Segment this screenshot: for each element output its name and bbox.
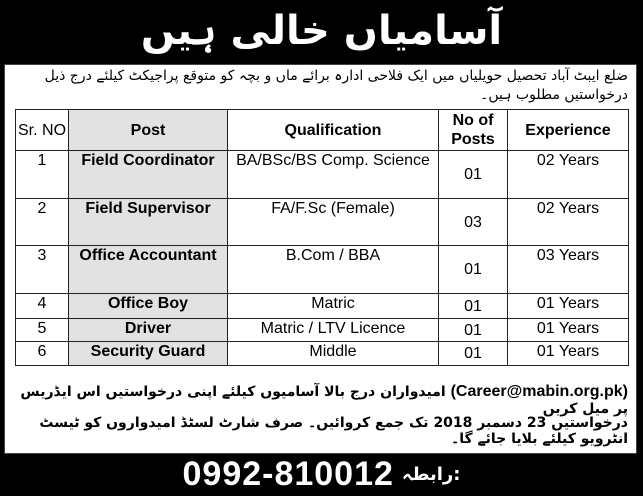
posts-cell: 01 — [439, 246, 508, 294]
table-header — [16, 110, 629, 151]
experience-cell: 03 Years — [508, 246, 629, 294]
posts-cell: 01 — [439, 319, 508, 342]
intro-text: ضلع ایبٹ آباد تحصیل حویلیاں میں ایک فلاحی ادارہ برائے ماں و بچہ کو متوقع پراجیکٹ کیلئے درج ذیل درخواستیں مطلوب ہیں۔ — [44, 68, 628, 103]
header-posts: No of Posts — [439, 110, 508, 151]
post-cell: Office Accountant — [69, 246, 228, 294]
header-experience: Experience — [508, 110, 629, 151]
qualification-cell: B.Com / BBA — [228, 246, 439, 294]
posts-cell: 01 — [439, 342, 508, 366]
sr-cell: 4 — [16, 294, 69, 319]
experience-cell: 02 Years — [508, 199, 629, 246]
post-cell: Driver — [69, 319, 228, 342]
posts-cell: 03 — [439, 199, 508, 246]
header-post: Post — [69, 110, 228, 151]
post-cell: Office Boy — [69, 294, 228, 319]
experience-cell: 01 Years — [508, 294, 629, 319]
contact-label: رابطہ: — [401, 463, 461, 485]
table-row — [16, 199, 629, 246]
qualification-cell: FA/F.Sc (Female) — [228, 199, 439, 246]
contact-bar — [0, 452, 643, 496]
deadline-text: درخواستیں 23 دسمبر 2018 تک جمع کروائیں۔ صرف شارٹ لسٹڈ امیدواروں کو ٹیسٹ انٹرویو کیلئے بلایا جائے گا۔ — [39, 415, 628, 447]
apply-text: امیدواران درج بالا آسامیوں کیلئے اپنی درخواستیں اس ایڈریس پر میل کریں — [20, 384, 628, 417]
email-address[interactable]: (Career@mabin.org.pk) — [450, 383, 628, 400]
post-cell: Field Supervisor — [69, 199, 228, 246]
table-row — [16, 151, 629, 199]
posts-cell: 01 — [439, 294, 508, 319]
table-row — [16, 246, 629, 294]
post-cell: Field Coordinator — [69, 151, 228, 199]
qualification-cell: Middle — [228, 342, 439, 366]
posts-cell: 01 — [439, 151, 508, 199]
qualification-cell: BA/BSc/BS Comp. Science — [228, 151, 439, 199]
header-sr: Sr. NO — [16, 110, 69, 151]
table-row — [16, 342, 629, 366]
sr-cell: 2 — [16, 199, 69, 246]
table-row — [16, 319, 629, 342]
phone-number: 0992-810012 — [182, 454, 394, 493]
vacancy-table — [15, 109, 629, 366]
ad-body — [4, 64, 637, 454]
qualification-cell: Matric — [228, 294, 439, 319]
apply-instructions — [13, 383, 628, 417]
experience-cell: 02 Years — [508, 151, 629, 199]
sr-cell: 5 — [16, 319, 69, 342]
experience-cell: 01 Years — [508, 342, 629, 366]
qualification-cell: Matric / LTV Licence — [228, 319, 439, 342]
sr-cell: 1 — [16, 151, 69, 199]
table-row — [16, 294, 629, 319]
sr-cell: 3 — [16, 246, 69, 294]
header-qualification: Qualification — [228, 110, 439, 151]
post-cell: Security Guard — [69, 342, 228, 366]
experience-cell: 01 Years — [508, 319, 629, 342]
ad-title: آسامیاں خالی ہیں — [140, 8, 503, 54]
sr-cell: 6 — [16, 342, 69, 366]
